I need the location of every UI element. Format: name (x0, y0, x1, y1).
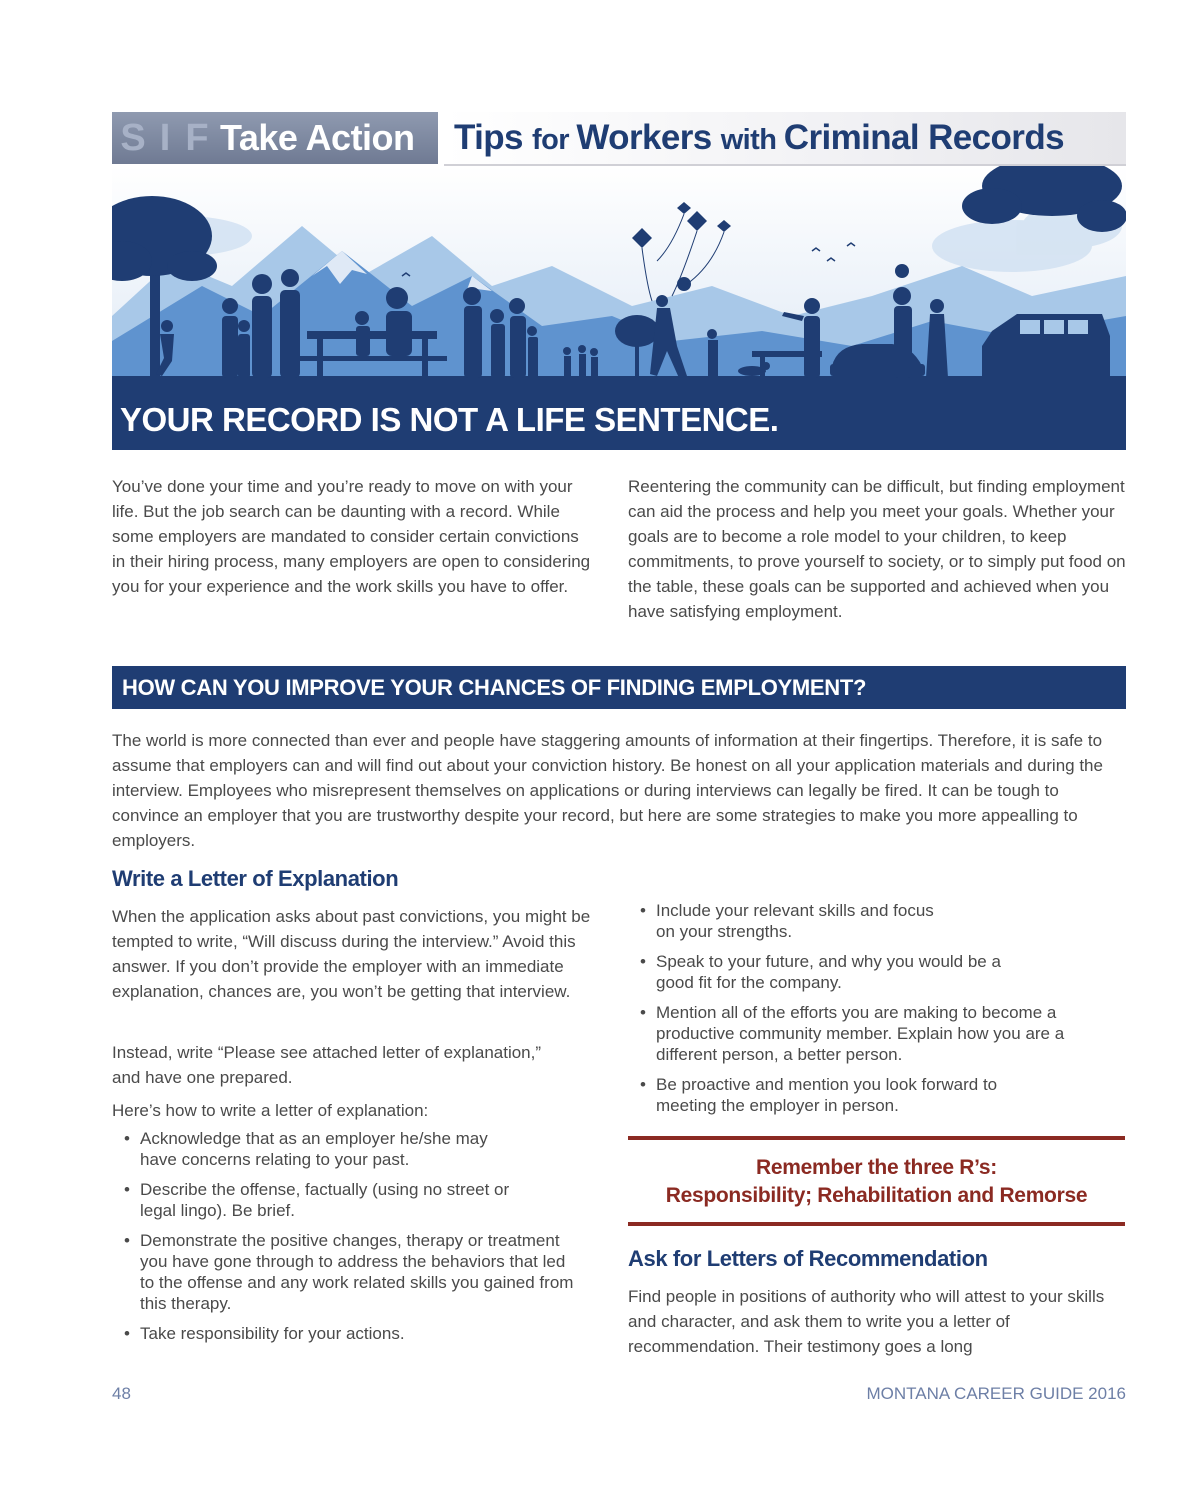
letter-paragraph-3: Here’s how to write a letter of explanation: (112, 1101, 429, 1120)
intro-right-paragraph: Reentering the community can be difficult, but finding employment can aid the process and help you meet your goals. Whether your goals are to become a role model to your children, to keep commitments, to prove yourself to society, or to simply put food on the table, these goals can be supported and achieved when you have satisfying employment. (628, 477, 1126, 621)
title-word: Workers (576, 118, 721, 157)
recommendation-heading: Ask for Letters of Recommendation (628, 1246, 988, 1271)
section-paragraph: The world is more connected than ever and people have staggering amounts of information at their fingertips. Therefore, it is safe to assume that employers can and will find out about your conviction history. Be honest on all your application materials and during the interview. Employees who misrepresent themselves on applications or during interviews can legally be fired. It can be tough to convince an employer that you are trustworthy despite your record, but here are some strategies to make you more appealling to employers. (112, 731, 1103, 850)
take-action-block (112, 112, 438, 164)
headline-banner: YOUR RECORD IS NOT A LIFE SENTENCE. (112, 390, 1126, 450)
sif-letter: F (185, 117, 209, 159)
page-number: 48 (112, 1384, 131, 1403)
three-rs-callout (628, 1136, 1125, 1228)
take-action-label: Take Action (220, 117, 415, 158)
letter-heading: Write a Letter of Explanation (112, 866, 399, 891)
callout-top-rule (628, 1136, 1125, 1140)
community-illustration (112, 166, 1126, 390)
title-word: Criminal Records (783, 118, 1064, 157)
header-bar (112, 112, 1126, 164)
community-scene-image (112, 166, 1126, 390)
list-item: • Take responsibility for your actions. (112, 1323, 582, 1344)
intro-left-paragraph: You’ve done your time and you’re ready to move on with your life. But the job search can be daunting with a record. While some employers are mandated to consider certain convictions in their hiring process, many employers are open to considering you for your experience and the work skills you have to offer. (112, 477, 591, 596)
letter-bullet-list-right (628, 900, 1125, 1125)
list-item: • Speak to your future, and why you would be a good fit for the company. (628, 951, 1026, 993)
letter-paragraph-1: When the application asks about past convictions, you might be tempted to write, “Will discuss during the interview.” Avoid this answer. If you don’t provide the employer with an immediate explanation, chances are, you won’t be getting that interview. (112, 907, 591, 1001)
list-item: • Demonstrate the positive changes, therapy or treatment you have gone through to address the behaviors that led to the offense and any work related skills you gained from this therapy. (112, 1230, 580, 1314)
callout-line-1: Remember the three R’s: (756, 1156, 997, 1179)
title-word: with (720, 124, 784, 156)
callout-line-2: Responsibility; Rehabilitation and Remorse (665, 1184, 1088, 1207)
recommendation-paragraph: Find people in positions of authority who will attest to your skills and character, and ask them to write you a letter of recommendation. Their testimony goes a long (628, 1287, 1105, 1356)
publication-name: MONTANA CAREER GUIDE 2016 (866, 1384, 1126, 1403)
title-word: for (532, 124, 577, 156)
letter-bullet-list-left (112, 1128, 582, 1353)
list-item: • Include your relevant skills and focus on your strengths. (628, 900, 956, 942)
section-heading-bar: HOW CAN YOU IMPROVE YOUR CHANCES OF FINDING EMPLOYMENT? (112, 666, 1126, 709)
list-item: • Acknowledge that as an employer he/she may have concerns relating to your past. (112, 1128, 520, 1170)
list-item: • Be proactive and mention you look forward to meeting the employer in person. (628, 1074, 1056, 1116)
title-word: Tips (454, 118, 533, 157)
list-item: • Mention all of the efforts you are making to become a productive community member. Explain how you are a different person, a better person. (628, 1002, 1126, 1065)
callout-bottom-rule (628, 1222, 1125, 1226)
callout-text (628, 1154, 1125, 1210)
sif-logo (118, 116, 214, 160)
list-item: • Describe the offense, factually (using no street or legal lingo). Be brief. (112, 1179, 520, 1221)
sif-letter: I (159, 117, 171, 159)
sif-letter: S (120, 117, 146, 159)
page-title (454, 118, 1064, 158)
title-block (444, 112, 1126, 166)
letter-paragraph-2: Instead, write “Please see attached letter of explanation,” and have one prepared. (112, 1043, 542, 1087)
